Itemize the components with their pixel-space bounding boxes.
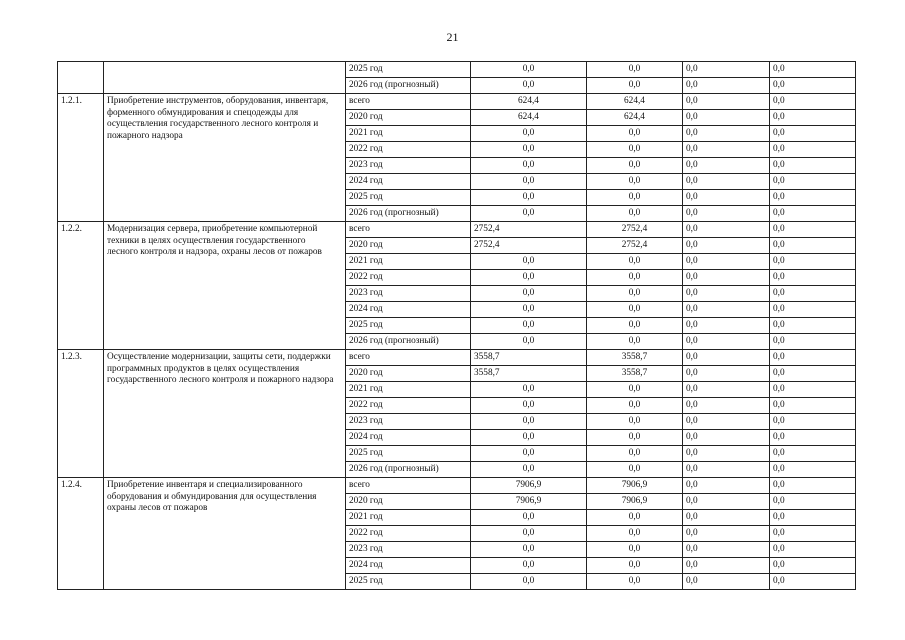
- value-cell: 0,0: [471, 174, 587, 190]
- period-cell: 2021 год: [346, 126, 471, 142]
- period-cell: 2021 год: [346, 510, 471, 526]
- value-cell: 0,0: [770, 318, 856, 334]
- value-cell: 624,4: [471, 94, 587, 110]
- value-cell: 0,0: [683, 222, 770, 238]
- value-cell: 0,0: [471, 158, 587, 174]
- item-description-cell: Осуществление модернизации, защиты сети, поддержки программных продуктов в целях осуществления государственного лесного контроля и пожарного надзора: [104, 350, 346, 478]
- value-cell: 0,0: [683, 350, 770, 366]
- value-cell: 0,0: [683, 334, 770, 350]
- period-cell: 2025 год: [346, 574, 471, 590]
- value-cell: 0,0: [770, 446, 856, 462]
- value-cell: 0,0: [770, 286, 856, 302]
- value-cell: 0,0: [587, 302, 683, 318]
- period-cell: 2024 год: [346, 302, 471, 318]
- value-cell: 0,0: [770, 574, 856, 590]
- value-cell: 0,0: [770, 510, 856, 526]
- period-cell: всего: [346, 350, 471, 366]
- value-cell: 0,0: [471, 334, 587, 350]
- value-cell: 7906,9: [587, 494, 683, 510]
- value-cell: 0,0: [770, 62, 856, 78]
- budget-table: [57, 61, 856, 590]
- value-cell: 0,0: [770, 206, 856, 222]
- value-cell: 0,0: [471, 414, 587, 430]
- period-cell: всего: [346, 94, 471, 110]
- value-cell: 0,0: [587, 286, 683, 302]
- value-cell: 0,0: [587, 574, 683, 590]
- value-cell: 0,0: [471, 526, 587, 542]
- value-cell: 0,0: [683, 510, 770, 526]
- period-cell: 2025 год: [346, 62, 471, 78]
- value-cell: 0,0: [587, 382, 683, 398]
- value-cell: 0,0: [770, 462, 856, 478]
- value-cell: 0,0: [683, 382, 770, 398]
- value-cell: 0,0: [471, 206, 587, 222]
- value-cell: 0,0: [683, 366, 770, 382]
- value-cell: 0,0: [683, 478, 770, 494]
- value-cell: 0,0: [770, 478, 856, 494]
- value-cell: 0,0: [587, 62, 683, 78]
- value-cell: 0,0: [587, 334, 683, 350]
- value-cell: 0,0: [587, 174, 683, 190]
- value-cell: 0,0: [471, 302, 587, 318]
- value-cell: 0,0: [770, 94, 856, 110]
- period-cell: 2022 год: [346, 270, 471, 286]
- value-cell: 0,0: [770, 558, 856, 574]
- value-cell: 624,4: [587, 110, 683, 126]
- value-cell: 0,0: [683, 126, 770, 142]
- value-cell: 0,0: [587, 206, 683, 222]
- value-cell: 0,0: [683, 254, 770, 270]
- period-cell: 2020 год: [346, 366, 471, 382]
- value-cell: 7906,9: [471, 478, 587, 494]
- value-cell: 2752,4: [471, 238, 587, 254]
- value-cell: 0,0: [770, 142, 856, 158]
- value-cell: 0,0: [770, 270, 856, 286]
- value-cell: 0,0: [770, 126, 856, 142]
- value-cell: 0,0: [587, 430, 683, 446]
- value-cell: 0,0: [683, 398, 770, 414]
- value-cell: 0,0: [587, 158, 683, 174]
- value-cell: 0,0: [471, 462, 587, 478]
- value-cell: 0,0: [683, 286, 770, 302]
- period-cell: 2020 год: [346, 494, 471, 510]
- value-cell: 2752,4: [587, 222, 683, 238]
- value-cell: 0,0: [770, 110, 856, 126]
- value-cell: 0,0: [683, 462, 770, 478]
- value-cell: 0,0: [587, 398, 683, 414]
- period-cell: 2025 год: [346, 446, 471, 462]
- period-cell: 2026 год (прогнозный): [346, 334, 471, 350]
- value-cell: 0,0: [471, 126, 587, 142]
- item-description-cell: Приобретение инвентаря и специализированного оборудования и обмундирования для осуществления охраны лесов от пожаров: [104, 478, 346, 590]
- period-cell: 2025 год: [346, 318, 471, 334]
- value-cell: 0,0: [683, 78, 770, 94]
- table-row: [58, 478, 856, 494]
- value-cell: 0,0: [587, 510, 683, 526]
- value-cell: 0,0: [770, 526, 856, 542]
- value-cell: 0,0: [770, 222, 856, 238]
- value-cell: 2752,4: [587, 238, 683, 254]
- value-cell: 0,0: [471, 574, 587, 590]
- value-cell: 3558,7: [471, 366, 587, 382]
- table-row: [58, 94, 856, 110]
- value-cell: 0,0: [683, 542, 770, 558]
- period-cell: 2024 год: [346, 174, 471, 190]
- value-cell: 0,0: [587, 526, 683, 542]
- value-cell: 0,0: [683, 302, 770, 318]
- value-cell: 0,0: [471, 190, 587, 206]
- value-cell: 0,0: [683, 206, 770, 222]
- value-cell: 0,0: [683, 94, 770, 110]
- period-cell: 2026 год (прогнозный): [346, 78, 471, 94]
- item-description-cell: Приобретение инструментов, оборудования, инвентаря, форменного обмундирования и спецодежды для осуществления государственного лесного контроля и пожарного надзора: [104, 94, 346, 222]
- period-cell: 2021 год: [346, 382, 471, 398]
- period-cell: 2025 год: [346, 190, 471, 206]
- period-cell: 2022 год: [346, 142, 471, 158]
- value-cell: 0,0: [770, 78, 856, 94]
- value-cell: 0,0: [683, 190, 770, 206]
- value-cell: 0,0: [587, 254, 683, 270]
- item-description-cell: [104, 62, 346, 94]
- period-cell: 2020 год: [346, 110, 471, 126]
- period-cell: 2022 год: [346, 526, 471, 542]
- value-cell: 0,0: [683, 494, 770, 510]
- value-cell: 3558,7: [587, 350, 683, 366]
- value-cell: 0,0: [683, 318, 770, 334]
- value-cell: 0,0: [770, 414, 856, 430]
- value-cell: 624,4: [587, 94, 683, 110]
- value-cell: 0,0: [471, 62, 587, 78]
- value-cell: 0,0: [471, 142, 587, 158]
- value-cell: 0,0: [587, 78, 683, 94]
- value-cell: 3558,7: [471, 350, 587, 366]
- value-cell: 7906,9: [587, 478, 683, 494]
- table-row: [58, 222, 856, 238]
- value-cell: 0,0: [770, 238, 856, 254]
- value-cell: 0,0: [770, 430, 856, 446]
- value-cell: 0,0: [683, 430, 770, 446]
- period-cell: 2024 год: [346, 430, 471, 446]
- value-cell: 0,0: [683, 158, 770, 174]
- table-row: [58, 350, 856, 366]
- value-cell: 0,0: [683, 142, 770, 158]
- item-number-cell: 1.2.2.: [58, 222, 104, 350]
- value-cell: 0,0: [471, 78, 587, 94]
- value-cell: 0,0: [770, 350, 856, 366]
- table-row: [58, 62, 856, 78]
- value-cell: 0,0: [770, 302, 856, 318]
- value-cell: 0,0: [683, 110, 770, 126]
- value-cell: 0,0: [683, 414, 770, 430]
- value-cell: 0,0: [770, 158, 856, 174]
- item-number-cell: 1.2.4.: [58, 478, 104, 590]
- value-cell: 0,0: [770, 190, 856, 206]
- value-cell: 0,0: [471, 446, 587, 462]
- period-cell: 2026 год (прогнозный): [346, 462, 471, 478]
- value-cell: 0,0: [587, 446, 683, 462]
- item-number-cell: 1.2.1.: [58, 94, 104, 222]
- value-cell: 0,0: [770, 174, 856, 190]
- value-cell: 0,0: [471, 318, 587, 334]
- value-cell: 0,0: [471, 542, 587, 558]
- period-cell: 2020 год: [346, 238, 471, 254]
- period-cell: 2021 год: [346, 254, 471, 270]
- value-cell: 0,0: [471, 286, 587, 302]
- value-cell: 0,0: [471, 558, 587, 574]
- value-cell: 0,0: [471, 510, 587, 526]
- value-cell: 0,0: [683, 574, 770, 590]
- value-cell: 0,0: [683, 446, 770, 462]
- value-cell: 624,4: [471, 110, 587, 126]
- value-cell: 0,0: [683, 558, 770, 574]
- period-cell: 2023 год: [346, 158, 471, 174]
- value-cell: 7906,9: [471, 494, 587, 510]
- value-cell: 0,0: [471, 382, 587, 398]
- value-cell: 0,0: [587, 142, 683, 158]
- page-number: 21: [446, 30, 459, 44]
- item-number-cell: 1.2.3.: [58, 350, 104, 478]
- value-cell: 0,0: [770, 398, 856, 414]
- value-cell: 2752,4: [471, 222, 587, 238]
- value-cell: 0,0: [587, 126, 683, 142]
- value-cell: 0,0: [770, 542, 856, 558]
- value-cell: 0,0: [683, 174, 770, 190]
- period-cell: 2024 год: [346, 558, 471, 574]
- value-cell: 0,0: [770, 494, 856, 510]
- value-cell: 0,0: [587, 558, 683, 574]
- value-cell: 0,0: [587, 318, 683, 334]
- value-cell: 0,0: [683, 270, 770, 286]
- value-cell: 0,0: [587, 462, 683, 478]
- value-cell: 0,0: [471, 430, 587, 446]
- period-cell: всего: [346, 222, 471, 238]
- value-cell: 0,0: [683, 526, 770, 542]
- value-cell: 0,0: [683, 238, 770, 254]
- value-cell: 0,0: [471, 270, 587, 286]
- value-cell: 0,0: [587, 190, 683, 206]
- value-cell: 0,0: [683, 62, 770, 78]
- value-cell: 0,0: [770, 254, 856, 270]
- period-cell: 2022 год: [346, 398, 471, 414]
- item-description-cell: Модернизация сервера, приобретение компьютерной техники в целях осуществления государственного лесного контроля и надзора, охраны лесов от пожаров: [104, 222, 346, 350]
- value-cell: 0,0: [471, 398, 587, 414]
- value-cell: 0,0: [770, 382, 856, 398]
- period-cell: всего: [346, 478, 471, 494]
- value-cell: 0,0: [770, 366, 856, 382]
- value-cell: 0,0: [587, 414, 683, 430]
- value-cell: 0,0: [471, 254, 587, 270]
- period-cell: 2023 год: [346, 286, 471, 302]
- value-cell: 0,0: [770, 334, 856, 350]
- value-cell: 0,0: [587, 542, 683, 558]
- period-cell: 2023 год: [346, 414, 471, 430]
- period-cell: 2023 год: [346, 542, 471, 558]
- item-number-cell: [58, 62, 104, 94]
- value-cell: 0,0: [587, 270, 683, 286]
- period-cell: 2026 год (прогнозный): [346, 206, 471, 222]
- value-cell: 3558,7: [587, 366, 683, 382]
